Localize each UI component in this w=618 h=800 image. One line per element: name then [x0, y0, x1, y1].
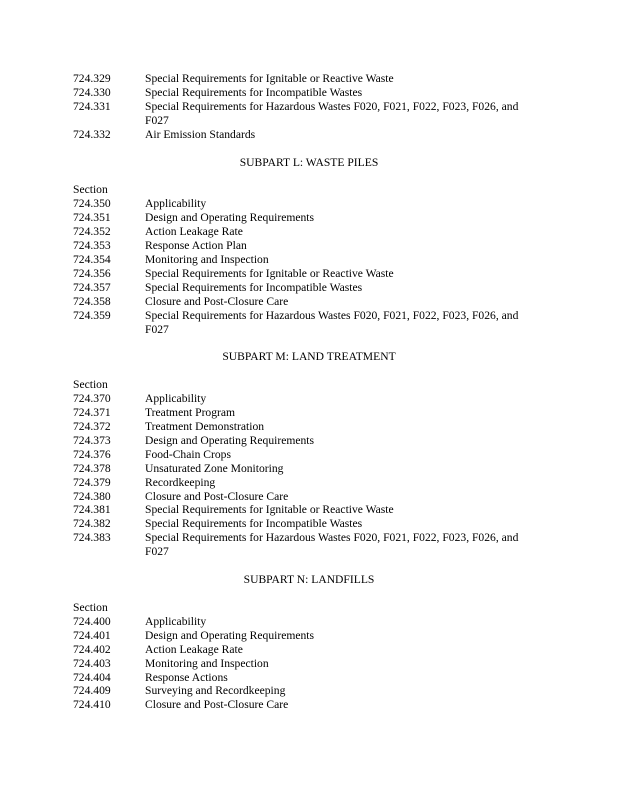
subpart-l	[0, 156, 618, 337]
section-entry	[0, 476, 540, 490]
section-entry	[0, 462, 540, 476]
section-entry	[0, 253, 540, 267]
section-number: 724.404	[73, 670, 111, 684]
section-title: Response Actions	[145, 670, 228, 684]
section-entry	[0, 267, 540, 281]
section-entry	[0, 281, 540, 295]
section-entry	[0, 684, 540, 698]
section-title: Food-Chain Crops	[145, 447, 231, 461]
section-title: Treatment Demonstration	[145, 420, 265, 434]
section-title: Design and Operating Requirements	[145, 433, 315, 447]
section-entry	[0, 517, 540, 531]
section-number: 724.379	[73, 475, 111, 489]
section-title: Recordkeeping	[145, 475, 216, 489]
section-title: Applicability	[145, 197, 207, 211]
section-number: 724.351	[73, 211, 111, 225]
section-entry	[0, 128, 540, 142]
section-number: 724.356	[73, 266, 111, 280]
section-number: 724.380	[73, 489, 111, 503]
section-number: 724.378	[73, 461, 111, 475]
section-number: 724.370	[73, 392, 111, 406]
section-title: Special Requirements for Incompatible Wastes	[145, 280, 363, 294]
section-label: Section	[73, 183, 108, 197]
section-entry	[0, 392, 540, 406]
section-number: 724.409	[73, 684, 111, 698]
section-number: 724.410	[73, 698, 111, 712]
section-entry	[0, 239, 540, 253]
section-number: 724.357	[73, 280, 111, 294]
section-entry	[0, 100, 540, 128]
section-number: 724.402	[73, 642, 111, 656]
section-entry	[0, 629, 540, 643]
section-title: Air Emission Standards	[145, 127, 256, 141]
section-entry	[0, 420, 540, 434]
section-number: 724.383	[73, 531, 111, 545]
section-title: Special Requirements for Ignitable or Reactive Waste	[145, 72, 394, 85]
section-entry	[0, 197, 540, 211]
section-entry	[0, 643, 540, 657]
section-number: 724.373	[73, 433, 111, 447]
section-title: Special Requirements for Hazardous Wastes F020, F021, F022, F023, F026, and F027	[145, 531, 519, 559]
section-number: 724.381	[73, 503, 111, 517]
section-entry	[0, 615, 540, 629]
section-number: 724.372	[73, 420, 111, 434]
section-label: Section	[73, 601, 108, 614]
section-number: 724.350	[73, 197, 111, 211]
section-number: 724.352	[73, 225, 111, 239]
section-title: Special Requirements for Hazardous Wastes F020, F021, F022, F023, F026, and F027	[145, 99, 519, 127]
section-entry	[0, 72, 540, 86]
section-entry	[0, 671, 540, 685]
subpart-heading: SUBPART M: LAND TREATMENT	[222, 350, 396, 364]
subpart-m	[0, 350, 618, 559]
section-number: 724.400	[73, 614, 111, 628]
section-number: 724.401	[73, 628, 111, 642]
section-entry	[0, 86, 540, 100]
section-title: Action Leakage Rate	[145, 225, 243, 239]
section-title: Monitoring and Inspection	[145, 656, 269, 670]
section-entry	[0, 211, 540, 225]
section-entry	[0, 657, 540, 671]
section-number: 724.358	[73, 294, 111, 308]
section-number: 724.403	[73, 656, 111, 670]
section-title: Applicability	[145, 392, 207, 406]
section-number: 724.353	[73, 239, 111, 253]
section-number: 724.330	[73, 85, 111, 99]
section-number: 724.382	[73, 517, 111, 531]
section-number: 724.376	[73, 447, 111, 461]
section-title: Design and Operating Requirements	[145, 628, 315, 642]
section-title: Unsaturated Zone Monitoring	[145, 461, 284, 475]
section-entry	[0, 490, 540, 504]
document-page	[0, 72, 618, 712]
section-entry	[0, 225, 540, 239]
section-number: 724.371	[73, 406, 111, 420]
section-entry	[0, 406, 540, 420]
section-title: Surveying and Recordkeeping	[145, 684, 286, 698]
section-title: Treatment Program	[145, 406, 236, 420]
top-entries	[0, 72, 618, 142]
section-title: Closure and Post-Closure Care	[145, 489, 289, 503]
section-title: Special Requirements for Incompatible Wastes	[145, 517, 363, 531]
section-number: 724.329	[73, 72, 111, 85]
subpart-heading: SUBPART N: LANDFILLS	[243, 573, 375, 587]
section-number: 724.359	[73, 308, 111, 322]
section-title: Response Action Plan	[145, 239, 247, 253]
subpart-heading: SUBPART L: WASTE PILES	[239, 155, 379, 169]
section-entry	[0, 503, 540, 517]
section-title: Special Requirements for Hazardous Wastes F020, F021, F022, F023, F026, and F027	[145, 308, 519, 336]
section-entry	[0, 295, 540, 309]
section-title: Special Requirements for Incompatible Wastes	[145, 85, 363, 99]
section-title: Special Requirements for Ignitable or Reactive Waste	[145, 503, 394, 517]
section-title: Closure and Post-Closure Care	[145, 294, 289, 308]
section-entry	[0, 698, 540, 712]
section-title: Monitoring and Inspection	[145, 252, 269, 266]
section-entry	[0, 531, 540, 559]
section-title: Applicability	[145, 614, 207, 628]
section-entry	[0, 309, 540, 337]
section-number: 724.331	[73, 99, 111, 113]
section-title: Action Leakage Rate	[145, 642, 243, 656]
section-entry	[0, 434, 540, 448]
section-title: Special Requirements for Ignitable or Reactive Waste	[145, 266, 394, 280]
subpart-n	[0, 573, 618, 712]
section-label: Section	[73, 378, 108, 392]
section-number: 724.354	[73, 252, 111, 266]
section-entry	[0, 448, 540, 462]
section-number: 724.332	[73, 127, 111, 141]
section-title: Closure and Post-Closure Care	[145, 698, 289, 712]
section-title: Design and Operating Requirements	[145, 211, 315, 225]
